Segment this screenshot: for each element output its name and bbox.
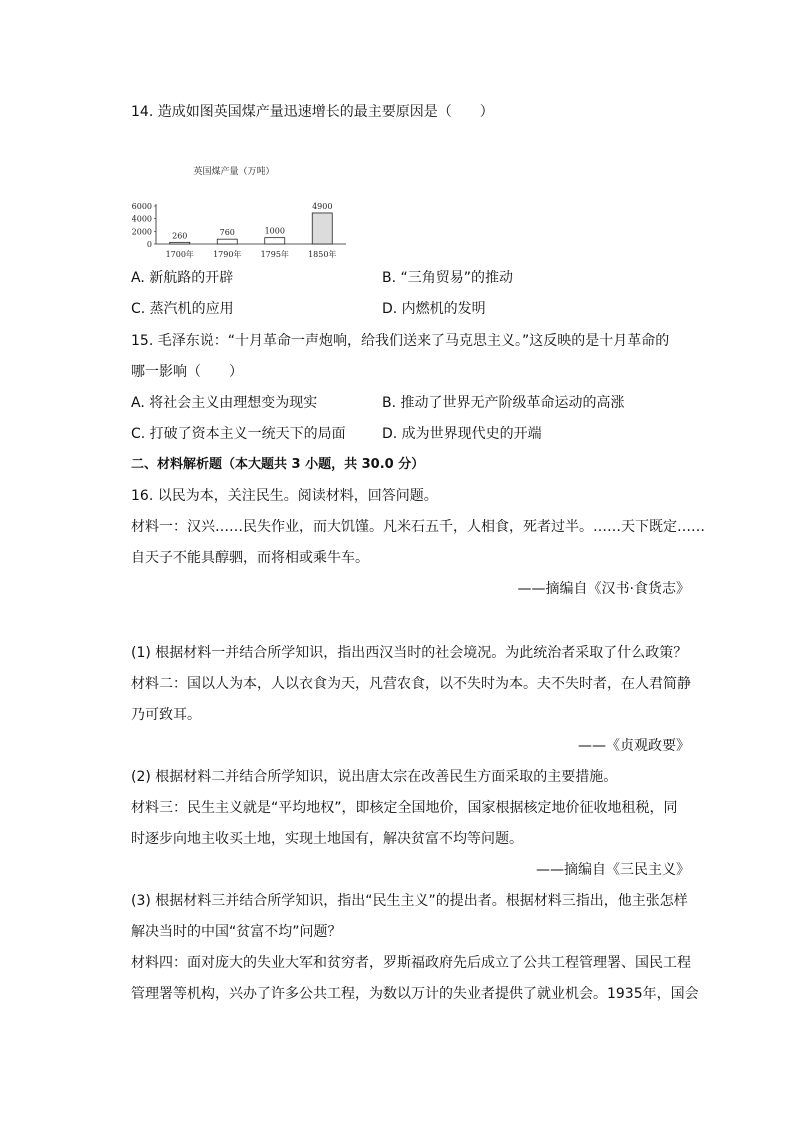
chart-title: 英国煤产量（万吨） — [193, 167, 275, 177]
y-tick-label: 6000 — [131, 202, 152, 211]
sub-question-3-line2: 解决当时的中国“贫富不均”问题？ — [131, 924, 342, 940]
bar-value-label: 760 — [219, 228, 235, 238]
material-4-line1: 材料四：面对庞大的失业大军和贫穷者，罗斯福政府先后成立了公共工程管理署、国民工程 — [131, 955, 691, 971]
section-heading: 二、材料解析题（本大题共 3 小题，共 30.0 分） — [131, 457, 425, 472]
bar-value-label: 1000 — [264, 226, 285, 236]
q15-option-a[interactable]: A. 将社会主义由理想变为现实 — [131, 395, 318, 411]
material-3-source: ——摘编自《三民主义》 — [536, 862, 690, 878]
y-tick-label: 4000 — [131, 214, 152, 224]
q14-stem: 14. 造成如图英国煤产量迅速增长的最主要原因是（ ） — [131, 104, 494, 120]
sub-question-2: (2) 根据材料二并结合所学知识，说出唐太宗在改善民生方面采取的主要措施。 — [131, 769, 618, 785]
q14-option-c[interactable]: C. 蒸汽机的应用 — [131, 301, 234, 317]
coal-output-chart — [126, 160, 366, 270]
material-2-source: ——《贞观政要》 — [578, 738, 690, 754]
x-tick-label: 1795年 — [260, 250, 289, 259]
q14-option-b[interactable]: B. “三角贸易”的推动 — [382, 270, 514, 286]
bar-value-label: 260 — [172, 231, 188, 241]
x-tick-label: 1700年 — [165, 250, 194, 259]
q14-option-d[interactable]: D. 内燃机的发明 — [382, 301, 486, 317]
material-1-source: ——摘编自《汉书·食货志》 — [517, 581, 690, 597]
q16-stem: 16. 以民为本，关注民生。阅读材料，回答问题。 — [131, 488, 438, 504]
y-tick-label: 0 — [146, 240, 152, 249]
material-2-line2: 乃可致耳。 — [131, 707, 201, 723]
q15-stem-line2: 哪一影响（ ） — [131, 364, 243, 380]
chart-y-ticks — [132, 202, 156, 249]
q15-option-b[interactable]: B. 推动了世界无产阶级革命运动的高涨 — [382, 395, 625, 411]
chart-x-labels — [166, 249, 337, 259]
material-2-line1: 材料二：国以人为本，人以衣食为天，凡营农食，以不失时为本。夫不失时者，在人君简静 — [131, 676, 691, 692]
bar — [312, 213, 332, 244]
x-tick-label: 1850年 — [308, 250, 337, 259]
sub-question-3-line1: (3) 根据材料三并结合所学知识，指出“民生主义”的提出者。根据材料三指出，他主张怎样 — [131, 893, 688, 909]
sub-question-1: (1) 根据材料一并结合所学知识，指出西汉当时的社会境况。为此统治者采取了什么政策？ — [131, 645, 688, 661]
material-3-line1: 材料三：民生主义就是“平均地权”，即核定全国地价，国家根据核定地价征收地租税，同 — [131, 800, 678, 816]
q15-stem-line1: 15. 毛泽东说：“十月革命一声炮响，给我们送来了马克思主义。”这反映的是十月革命的 — [131, 333, 670, 349]
bar — [170, 242, 190, 244]
bar-value-label: 4900 — [312, 201, 333, 211]
bar — [265, 238, 285, 244]
bar — [217, 239, 237, 244]
material-4-line2: 管理署等机构，兴办了许多公共工程，为数以万计的失业者提供了就业机会。1935年，国会 — [131, 986, 699, 1002]
material-1-line2: 自天子不能具醇驷，而将相或乘牛车。 — [131, 550, 369, 566]
material-1-line1: 材料一：汉兴……民失作业，而大饥馑。凡米石五千，人相食，死者过半。……天下既定…… — [131, 519, 705, 535]
q15-option-d[interactable]: D. 成为世界现代史的开端 — [382, 426, 542, 442]
x-tick-label: 1790年 — [213, 250, 242, 259]
q15-option-c[interactable]: C. 打破了资本主义一统天下的局面 — [131, 426, 346, 442]
y-tick-label: 2000 — [131, 227, 152, 237]
chart-bars — [170, 202, 333, 244]
q14-option-a[interactable]: A. 新航路的开辟 — [131, 270, 234, 286]
material-3-line2: 时逐步向地主收买土地，实现土地国有，解决贫富不均等问题。 — [131, 831, 523, 847]
